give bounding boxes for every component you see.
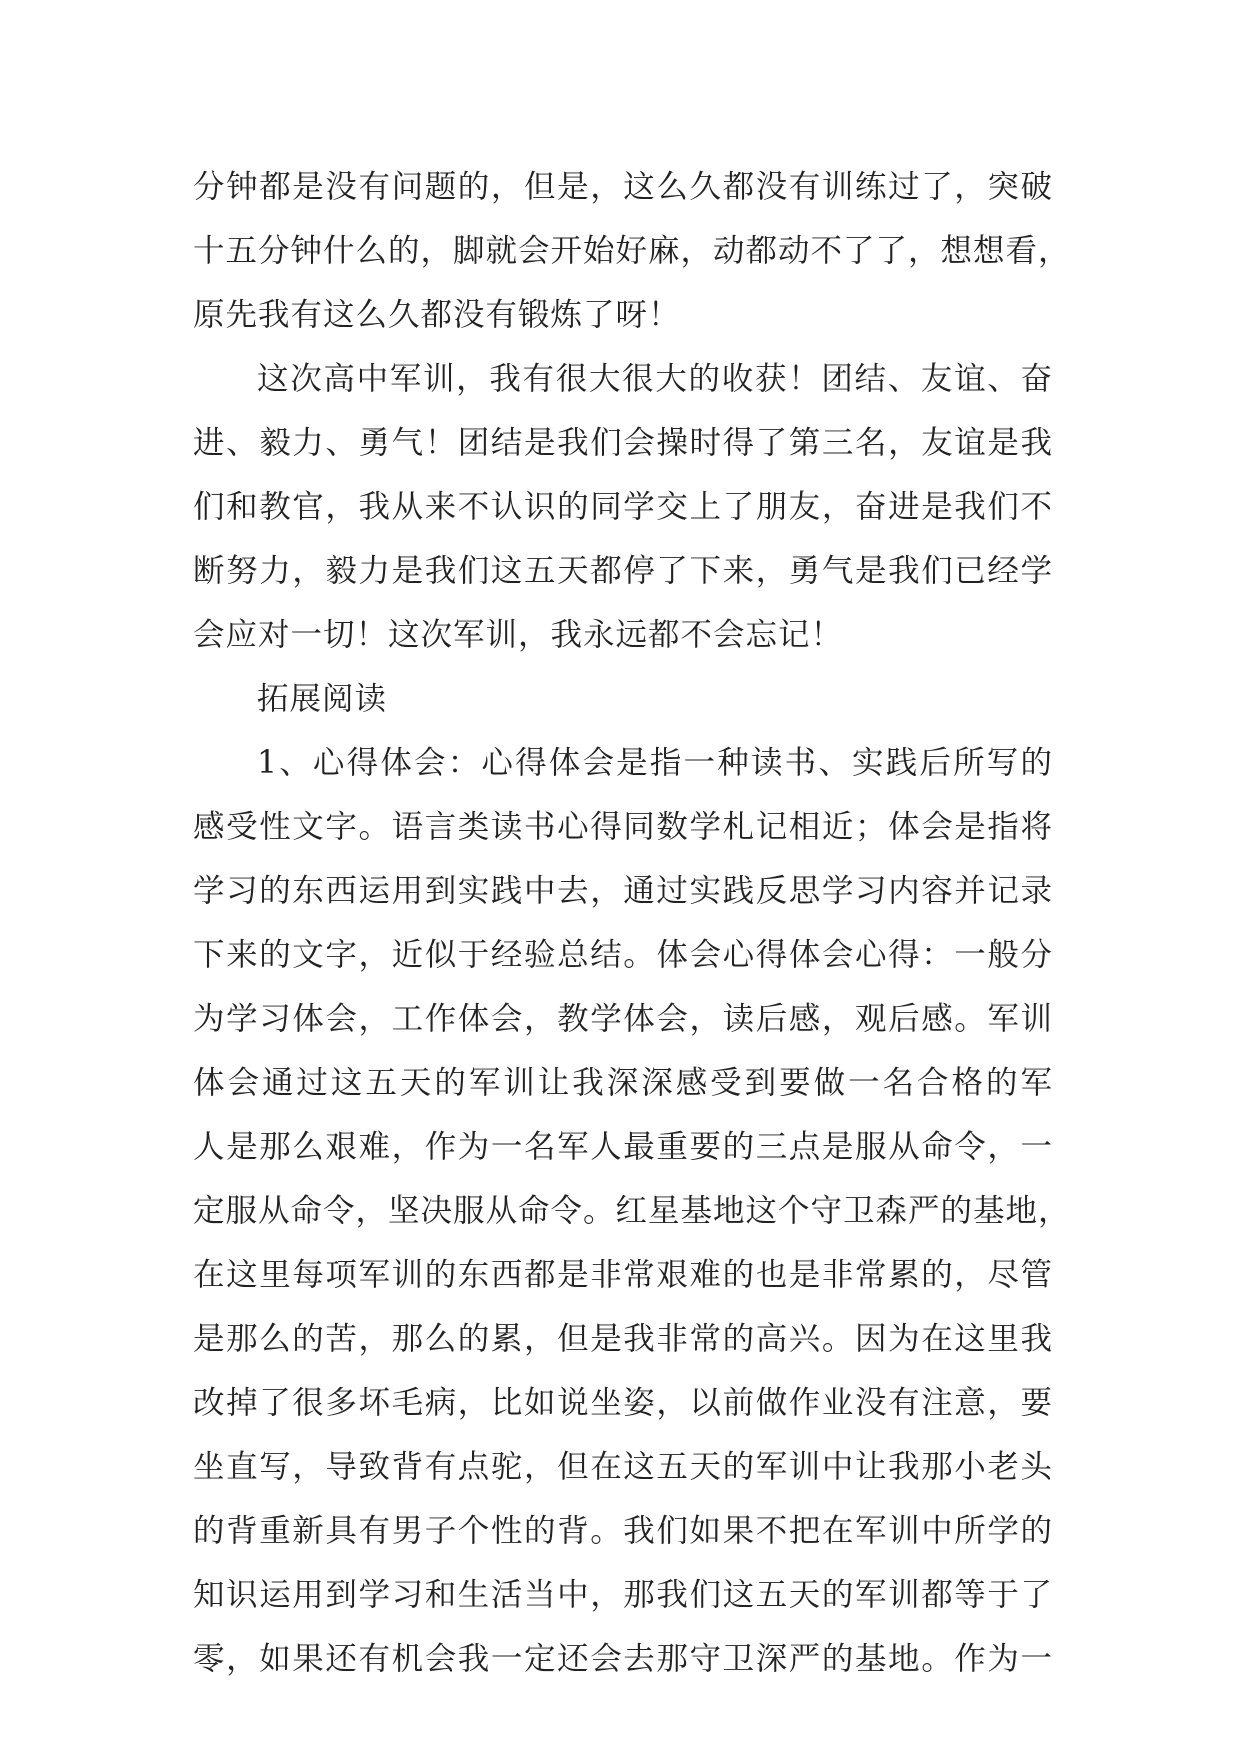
paragraph-4-line-11: 改掉了很多坏毛病，比如说坐姿，以前做作业没有注意，要 bbox=[193, 1385, 1053, 1421]
paragraph-4-line-6: 体会通过这五天的军训让我深深感受到要做一名合格的军 bbox=[193, 1065, 1053, 1101]
paragraph-4-line-7: 人是那么艰难，作为一名军人最重要的三点是服从命令，一 bbox=[193, 1129, 1053, 1165]
paragraph-4-line-3: 学习的东西运用到实践中去，通过实践反思学习内容并记录 bbox=[193, 873, 1053, 909]
section-heading-extended-reading: 拓展阅读 bbox=[257, 681, 388, 717]
paragraph-4-line-10: 是那么的苦，那么的累，但是我非常的高兴。因为在这里我 bbox=[193, 1321, 1053, 1357]
paragraph-2-line-1: 这次高中军训，我有很大很大的收获！团结、友谊、奋 bbox=[257, 361, 1053, 397]
paragraph-4-line-14: 知识运用到学习和生活当中，那我们这五天的军训都等于了 bbox=[193, 1577, 1053, 1613]
paragraph-1-line-2: 十五分钟什么的，脚就会开始好麻，动都动不了了，想想看， bbox=[193, 233, 1071, 269]
paragraph-2-line-3: 们和教官，我从来不认识的同学交上了朋友，奋进是我们不 bbox=[193, 489, 1053, 525]
paragraph-4-line-4: 下来的文字，近似于经验总结。体会心得体会心得：一般分 bbox=[193, 937, 1053, 973]
paragraph-2-line-5: 会应对一切！这次军训，我永远都不会忘记！ bbox=[193, 617, 844, 653]
paragraph-4-line-5: 为学习体会，工作体会，教学体会，读后感，观后感。军训 bbox=[193, 1001, 1053, 1037]
paragraph-2-line-4: 断努力，毅力是我们这五天都停了下来，勇气是我们已经学 bbox=[193, 553, 1053, 589]
paragraph-4-line-2: 感受性文字。语言类读书心得同数学札记相近；体会是指将 bbox=[193, 809, 1053, 845]
paragraph-4-line-13: 的背重新具有男子个性的背。我们如果不把在军训中所学的 bbox=[193, 1513, 1053, 1549]
paragraph-4-line-8: 定服从命令，坚决服从命令。红星基地这个守卫森严的基地， bbox=[193, 1193, 1071, 1229]
paragraph-4-line-15: 零，如果还有机会我一定还会去那守卫深严的基地。作为一 bbox=[193, 1641, 1053, 1677]
paragraph-4-line-9: 在这里每项军训的东西都是非常艰难的也是非常累的，尽管 bbox=[193, 1257, 1053, 1293]
paragraph-4-line-12: 坐直写，导致背有点驼，但在这五天的军训中让我那小老头 bbox=[193, 1449, 1053, 1485]
paragraph-2-line-2: 进、毅力、勇气！团结是我们会操时得了第三名，友谊是我 bbox=[193, 425, 1053, 461]
paragraph-4-line-1: 1、心得体会：心得体会是指一种读书、实践后所写的 bbox=[257, 745, 1053, 781]
paragraph-1-line-1: 分钟都是没有问题的，但是，这么久都没有训练过了，突破 bbox=[193, 169, 1053, 205]
paragraph-1-line-3: 原先我有这么久都没有锻炼了呀！ bbox=[193, 297, 681, 333]
document-body bbox=[193, 155, 1071, 1691]
